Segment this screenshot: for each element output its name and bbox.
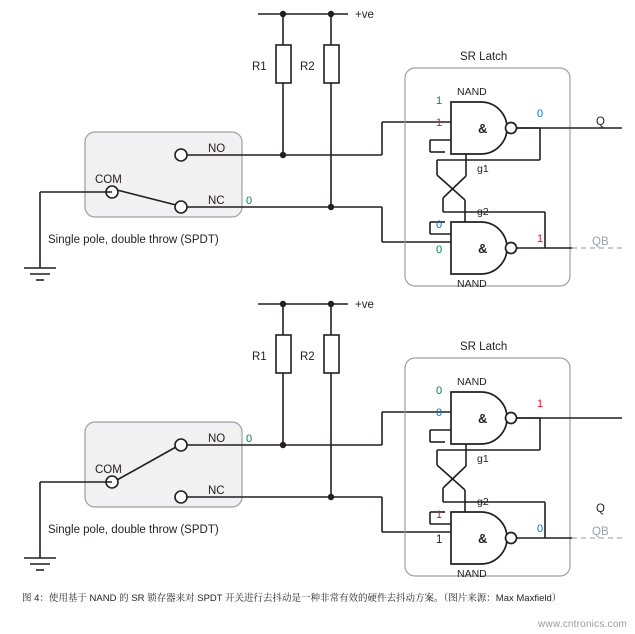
gate-symbol: & [478, 531, 488, 546]
com-label-bottom: COM [95, 464, 122, 476]
spdt-caption-top: Single pole, double throw (SPDT) [48, 234, 219, 246]
watermark: www.cntronics.com [538, 619, 627, 630]
no-terminal-top [175, 149, 187, 161]
sig-g2-in-top: 1 [436, 509, 443, 521]
sig-g1-in-bottom: 0 [436, 407, 443, 419]
junction-dot [280, 442, 286, 448]
figure-caption: 图 4：使用基于 NAND 的 SR 锁存器来对 SPDT 开关进行去抖动是一种非常有效的硬件去抖动方案。（图片来源：Max Maxfield） [22, 593, 562, 604]
qb-label-bottom: QB [592, 526, 609, 538]
nc-terminal-bottom [175, 491, 187, 503]
sig-g2-in-top: 0 [436, 219, 443, 231]
nand-gate-g2-top [451, 206, 517, 290]
junction-dot [280, 152, 286, 158]
supply-label-top: +ve [355, 9, 374, 21]
sig-g2-out: 0 [537, 523, 544, 535]
no-label-bottom: NO [208, 433, 226, 445]
nand-gate-g1-bottom [451, 376, 517, 465]
g2-label-bottom: g2 [477, 496, 489, 508]
sig-g2-in-bottom: 0 [436, 244, 443, 256]
sr-latch-label-top: SR Latch [460, 51, 508, 63]
nc-label-bottom: NC [208, 485, 225, 497]
nand-label-g1-bottom: NAND [457, 376, 487, 388]
sig-g1-in-bottom: 1 [436, 117, 443, 129]
qb-label-top: QB [592, 236, 609, 248]
sig-nc-line-top: 0 [246, 195, 253, 207]
sr-latch-label-bottom: SR Latch [460, 341, 508, 353]
sig-g2-in-bottom: 1 [436, 534, 443, 546]
nand-label-g2-bottom: NAND [457, 568, 487, 580]
gate-symbol: & [478, 241, 488, 256]
q-label-bottom: Q [596, 503, 605, 515]
nc-label-top: NC [208, 195, 225, 207]
sig-g2-out: 1 [537, 233, 544, 245]
sig-g1-in-top: 0 [436, 385, 443, 397]
nand-label-g2-top: NAND [457, 278, 487, 290]
gate-symbol: & [478, 121, 488, 136]
sig-g1-out: 1 [537, 398, 544, 410]
com-label-top: COM [95, 174, 122, 186]
q-label-top: Q [596, 116, 605, 128]
no-terminal-bottom [175, 439, 187, 451]
junction-dot [328, 494, 334, 500]
g1-label-bottom: g1 [477, 453, 489, 465]
spdt-caption-bottom: Single pole, double throw (SPDT) [48, 524, 219, 536]
r1-label-bottom: R1 [252, 351, 267, 363]
supply-label-bottom: +ve [355, 299, 374, 311]
r2-label-bottom: R2 [300, 351, 315, 363]
nand-gate-g1-top [451, 86, 517, 175]
top-circuit [24, 9, 622, 290]
resistor-r2-top [324, 45, 339, 83]
sig-g1-in-top: 1 [436, 95, 443, 107]
sig-g1-out: 0 [537, 108, 544, 120]
g1-label-top: g1 [477, 163, 489, 175]
r1-label-top: R1 [252, 61, 267, 73]
gate-symbol: & [478, 411, 488, 426]
no-label-top: NO [208, 143, 226, 155]
resistor-r1-top [276, 45, 291, 83]
bottom-circuit [24, 299, 622, 580]
g2-label-top: g2 [477, 206, 489, 218]
nc-terminal-top [175, 201, 187, 213]
junction-dot [328, 204, 334, 210]
sig-no-line-bottom: 0 [246, 433, 253, 445]
nand-gate-g2-bottom [451, 496, 517, 580]
resistor-r1-bottom [276, 335, 291, 373]
r2-label-top: R2 [300, 61, 315, 73]
nand-label-g1-top: NAND [457, 86, 487, 98]
resistor-r2-bottom [324, 335, 339, 373]
